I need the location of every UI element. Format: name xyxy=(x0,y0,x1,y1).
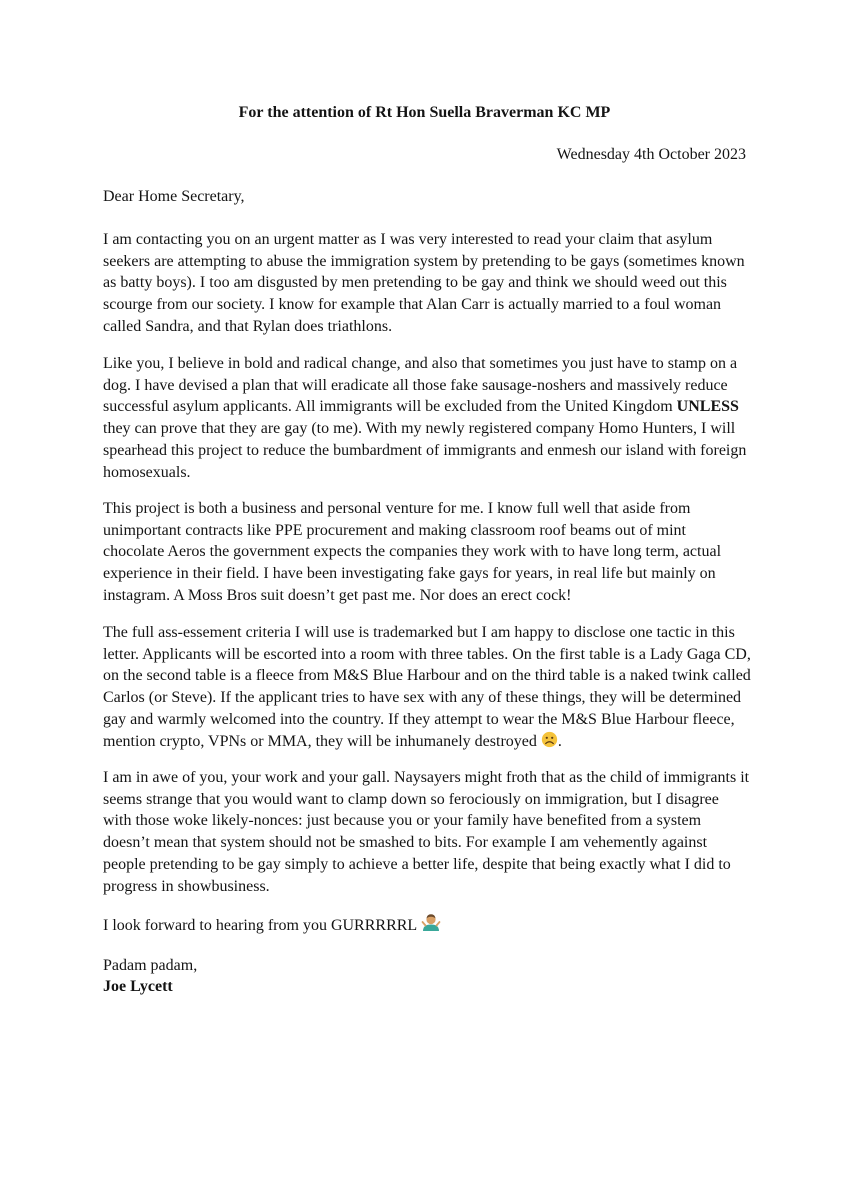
paragraph-2-text-a: Like you, I believe in bold and radical change, and also that sometimes you just have to stamp on a dog. I have devised a plan that will eradicate all those fake sausage-noshers and massively reduce successful asylum applicants. All immigrants will be excluded from the United Kingdom xyxy=(103,355,738,416)
letter-heading: For the attention of Rt Hon Suella Braverman KC MP xyxy=(238,104,611,121)
paragraph-2-text-b: they can prove that they are gay (to me). With my newly registered company Homo Hunters, I will spearhead this project to reduce the bumbardment of immigrants and enmesh our island with foreign homosexuals. xyxy=(103,420,747,481)
sign-off: Padam padam, xyxy=(103,957,198,974)
paragraph-1 xyxy=(103,229,751,338)
paragraph-5 xyxy=(103,767,751,897)
paragraph-2 xyxy=(103,353,751,483)
paragraph-4-end: . xyxy=(557,732,562,750)
paragraph-1-text: I am contacting you on an urgent matter as I was very interested to read your claim that asylum seekers are attempting to abuse the immigration system by pretending to be gays (sometimes known as batty boys). I too am disgusted by men pretending to be gay and think we should weed out this scourge from our society. I know for example that Alan Carr is actually married to a foul woman called Sandra, and that Rylan does triathlons. xyxy=(103,231,745,335)
closing-text: I look forward to hearing from you GURRRRRL xyxy=(103,917,421,934)
paragraph-3 xyxy=(103,498,751,607)
unless-bold: UNLESS xyxy=(676,398,739,416)
signature-name: Joe Lycett xyxy=(103,978,173,995)
paragraph-3-text: This project is both a business and personal venture for me. I know full well that aside from unimportant contracts like PPE procurement and making classroom roof beams out of mint chocolate Aeros the government expects the companies they work with to have long term, actual experience in their field. I have been investigating fake gays for years, in real life but mainly on instagram. A Moss Bros suit doesn’t get past me. Nor does an erect cock! xyxy=(103,500,722,604)
greeting: Dear Home Secretary, xyxy=(103,188,245,205)
paragraph-5-text: I am in awe of you, your work and your gall. Naysayers might froth that as the child of immigrants it seems strange that you would want to clamp down so ferociously on immigration, but I disagree with those woke likely-nonces: just because you or your family have benefited from a system doesn’t mean that system should not be smashed to bits. For example I am vehemently against people pretending to be gay simply to achieve a better life, despite that being exactly what I did to progress in showbusiness. xyxy=(103,769,750,895)
frowning-face-icon xyxy=(541,731,558,755)
paragraph-4-text: The full ass-essement criteria I will use is trademarked but I am happy to disclose one tactic in this letter. Applicants will be escorted into a room with three tables. On the first table is a Lady Gaga CD, on the second table is a fleece from M&S Blue Harbour and on the third table is a naked twink called Carlos (or Steve). If the applicant tries to have sex with any of these things, they will be determined gay and warmly welcomed into the country. If they attempt to wear the M&S Blue Harbour fleece, mention crypto, VPNs or MMA, they will be inhumanely destroyed xyxy=(103,624,751,750)
person-shrugging-icon xyxy=(421,912,441,939)
closing-line xyxy=(103,912,441,939)
paragraph-4 xyxy=(103,622,751,754)
letter-date: Wednesday 4th October 2023 xyxy=(556,146,746,163)
